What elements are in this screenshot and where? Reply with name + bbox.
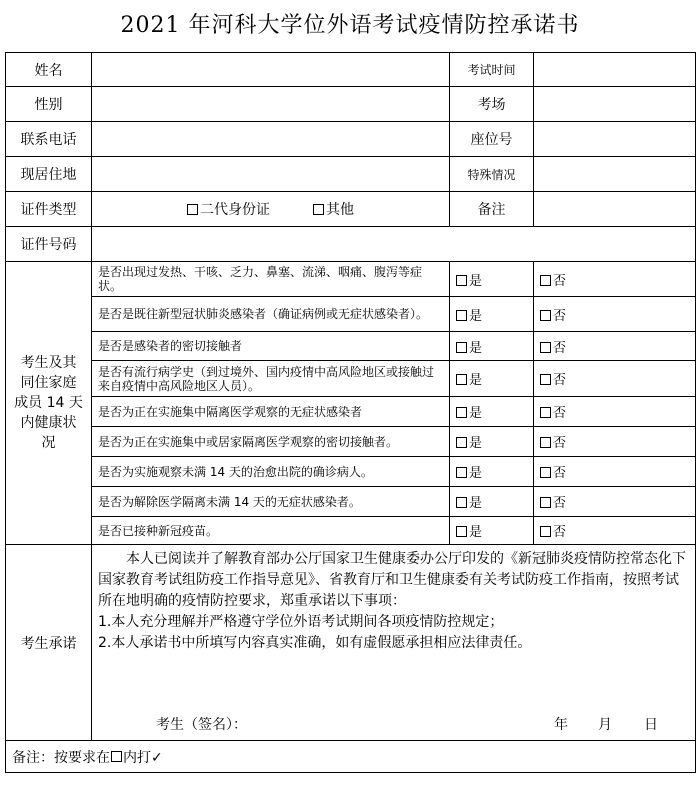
seat-field[interactable]	[534, 122, 696, 157]
yes-option[interactable]: 是	[450, 332, 534, 361]
checkbox-icon[interactable]	[540, 374, 551, 385]
day-label: 日	[644, 717, 658, 733]
health-question: 是否为解除医学隔离未满 14 天的无症状感染者。	[92, 487, 450, 517]
no-option[interactable]: 否	[534, 361, 696, 397]
special-field[interactable]	[534, 157, 696, 192]
seat-label: 座位号	[450, 122, 534, 157]
checkbox-icon[interactable]	[540, 407, 551, 418]
checkbox-icon[interactable]	[540, 497, 551, 508]
yes-option[interactable]: 是	[450, 361, 534, 397]
exam-room-label: 考场	[450, 87, 534, 122]
address-label: 现居住地	[6, 157, 92, 192]
health-question: 是否是既往新型冠状肺炎感染者（确证病例或无症状感染者）。	[92, 297, 450, 332]
yes-option[interactable]: 是	[450, 517, 534, 545]
checkbox-icon[interactable]	[456, 497, 467, 508]
exam-room-field[interactable]	[534, 87, 696, 122]
promise-paragraph: 本人已阅读并了解教育部办公厅国家卫生健康委办公厅印发的《新冠肺炎疫情防控常态化下国家教育考试组防疫工作指导意见》、省教育厅和卫生健康委有关考试防疫工作指南，按照考试所在地明确的疫情防控要求，郑重承诺以下事项：	[98, 551, 686, 609]
no-option[interactable]: 否	[534, 517, 696, 545]
name-field[interactable]	[92, 53, 450, 87]
id-type-options	[92, 192, 450, 227]
id-option-other[interactable]: 其他	[313, 202, 354, 218]
exam-time-field[interactable]	[534, 53, 696, 87]
health-section-label: 考生及其同住家庭成员 14 天内健康状况	[6, 262, 92, 545]
no-option[interactable]: 否	[534, 262, 696, 297]
checkbox-icon[interactable]	[540, 275, 551, 286]
no-option[interactable]: 否	[534, 297, 696, 332]
no-option[interactable]: 否	[534, 332, 696, 361]
yes-option[interactable]: 是	[450, 427, 534, 457]
checkbox-icon[interactable]	[187, 204, 198, 215]
id-number-field[interactable]	[92, 227, 696, 262]
checkbox-icon[interactable]	[540, 526, 551, 537]
gender-label: 性别	[6, 87, 92, 122]
checkbox-icon[interactable]	[456, 526, 467, 537]
checkbox-icon[interactable]	[540, 342, 551, 353]
remark-field[interactable]	[534, 192, 696, 227]
promise-content	[92, 545, 696, 741]
phone-label: 联系电话	[6, 122, 92, 157]
no-option[interactable]: 否	[534, 487, 696, 517]
address-field[interactable]	[92, 157, 450, 192]
id-type-label: 证件类型	[6, 192, 92, 227]
month-label: 月	[598, 717, 612, 733]
checkbox-icon[interactable]	[456, 310, 467, 321]
note-text-2: 内打	[123, 749, 151, 766]
no-option[interactable]: 否	[534, 457, 696, 487]
health-question: 是否有流行病学史（到过境外、国内疫情中高风险地区或接触过来自疫情中高风险地区人员）。	[92, 361, 450, 397]
checkbox-icon[interactable]	[456, 275, 467, 286]
checkbox-icon[interactable]	[313, 204, 324, 215]
phone-field[interactable]	[92, 122, 450, 157]
no-option[interactable]: 否	[534, 427, 696, 457]
remark-label: 备注	[450, 192, 534, 227]
special-label: 特殊情况	[450, 157, 534, 192]
promise-item-2: 2.本人承诺书中所填写内容真实准确，如有虚假愿承担相应法律责任。	[98, 635, 532, 651]
signature-label: 考生（签名）：	[156, 717, 247, 733]
signature-line	[92, 714, 695, 734]
health-question: 是否已接种新冠疫苗。	[92, 517, 450, 545]
note-row	[6, 741, 696, 773]
yes-option[interactable]: 是	[450, 487, 534, 517]
note-text: 备注：按要求在	[12, 749, 110, 766]
health-question: 是否是感染者的密切接触者	[92, 332, 450, 361]
health-question: 是否为实施观察未满 14 天的治愈出院的确诊病人。	[92, 457, 450, 487]
id-option-idcard[interactable]: 二代身份证	[187, 202, 270, 218]
id-number-label: 证件号码	[6, 227, 92, 262]
health-question: 是否为正在实施集中或居家隔离医学观察的密切接触者。	[92, 427, 450, 457]
no-option[interactable]: 否	[534, 397, 696, 427]
checkbox-icon[interactable]	[540, 437, 551, 448]
promise-label: 考生承诺	[6, 545, 92, 741]
checkbox-icon[interactable]	[540, 310, 551, 321]
health-question: 是否为正在实施集中隔离医学观察的无症状感染者	[92, 397, 450, 427]
promise-form-table	[5, 52, 696, 773]
exam-time-label: 考试时间	[450, 53, 534, 87]
checkbox-icon[interactable]	[540, 467, 551, 478]
name-label: 姓名	[6, 53, 92, 87]
yes-option[interactable]: 是	[450, 262, 534, 297]
yes-option[interactable]: 是	[450, 397, 534, 427]
checkbox-icon	[111, 751, 122, 762]
checkmark-icon: ✓	[151, 749, 163, 766]
document-title: 2021 年河科大学位外语考试疫情防控承诺书	[120, 13, 580, 38]
health-question: 是否出现过发热、干咳、乏力、鼻塞、流涕、咽痛、腹泻等症状。	[92, 262, 450, 297]
year-label: 年	[554, 717, 568, 733]
gender-field[interactable]	[92, 87, 450, 122]
checkbox-icon[interactable]	[456, 437, 467, 448]
yes-option[interactable]: 是	[450, 457, 534, 487]
promise-item-1: 1.本人充分理解并严格遵守学位外语考试期间各项疫情防控规定；	[98, 614, 504, 630]
yes-option[interactable]: 是	[450, 297, 534, 332]
checkbox-icon[interactable]	[456, 467, 467, 478]
checkbox-icon[interactable]	[456, 374, 467, 385]
checkbox-icon[interactable]	[456, 407, 467, 418]
checkbox-icon[interactable]	[456, 342, 467, 353]
